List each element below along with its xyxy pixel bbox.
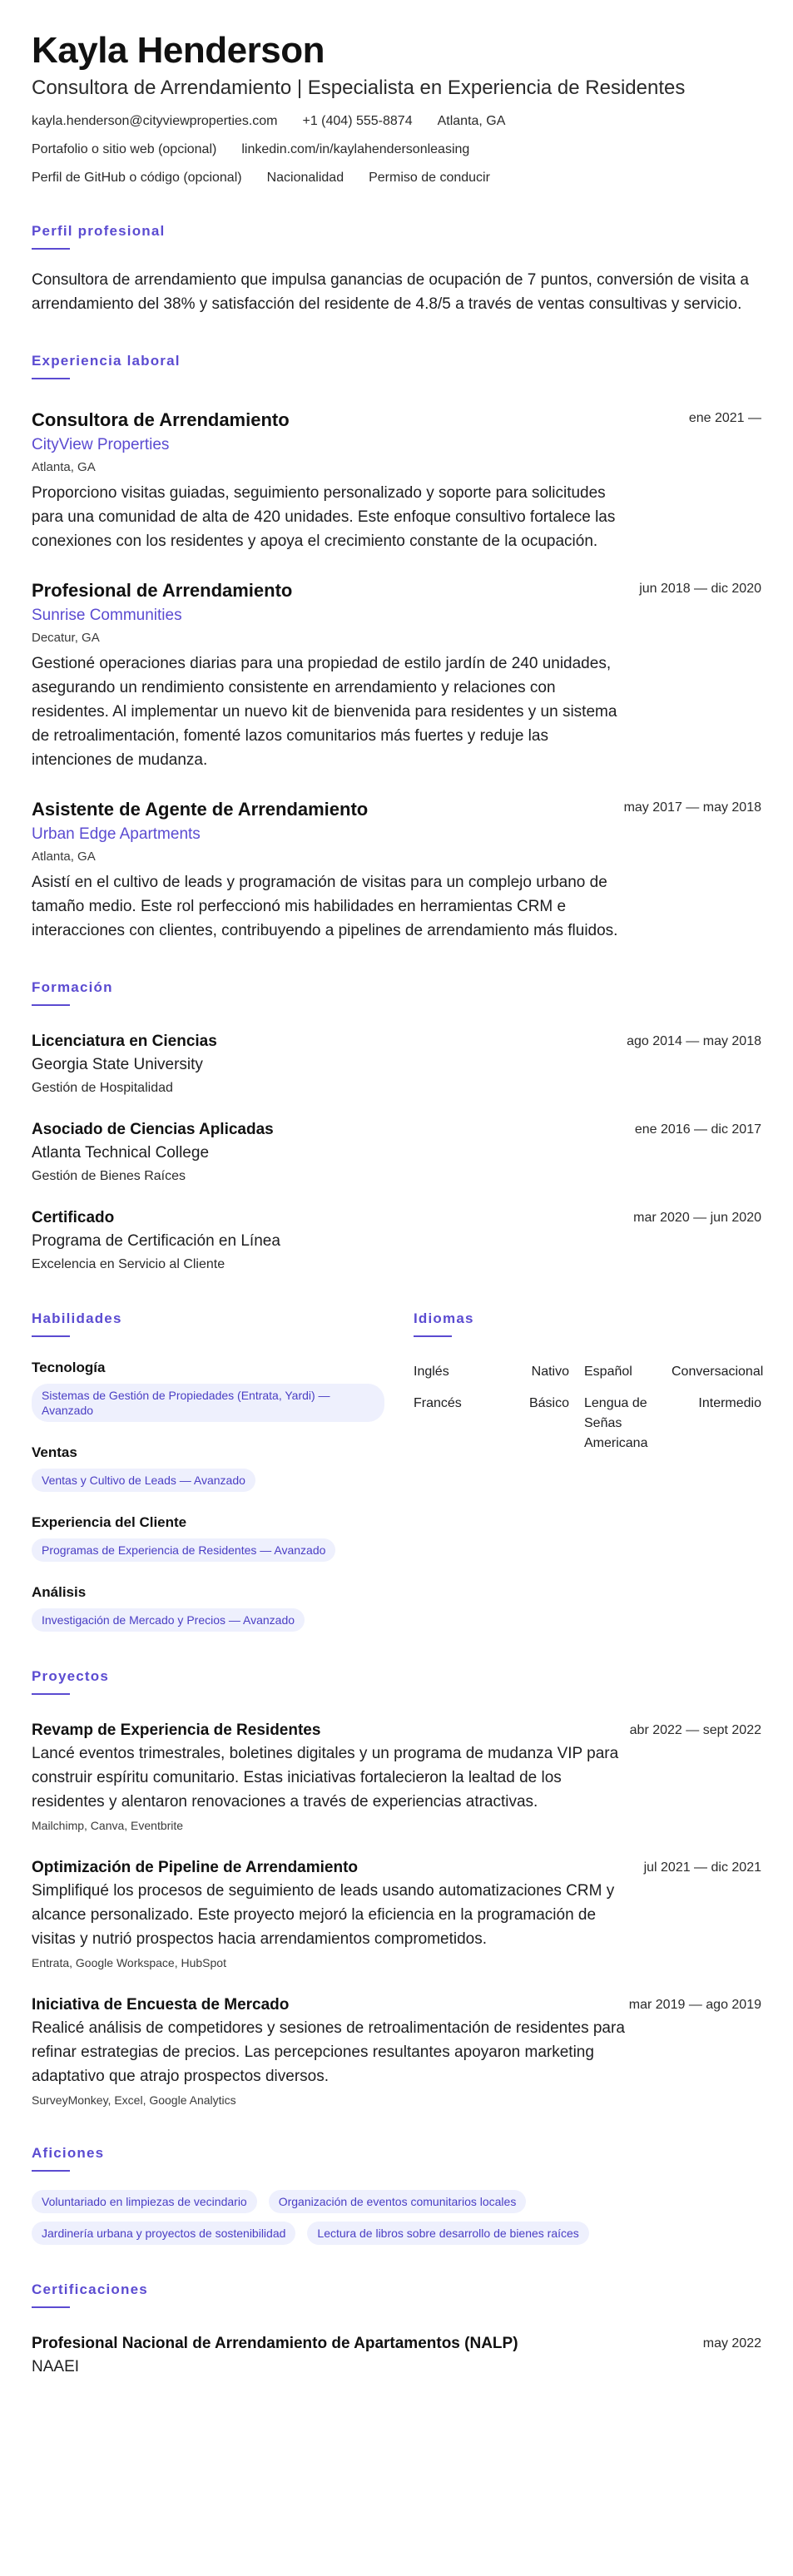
project-description: Lancé eventos trimestrales, boletines digitales y un programa de mudanza VIP para construir espíritu comunitario. Estas iniciativas fortalecieron la lealtad de los residentes y alentaron renovaciones a través de experiencias atractivas. (32, 1745, 619, 1811)
skill-group (32, 1359, 384, 1422)
education-entry (32, 1207, 761, 1274)
skill-category: Ventas (32, 1444, 77, 1460)
section-divider (32, 2306, 70, 2308)
project-title: Optimización de Pipeline de Arrendamiento (32, 1859, 359, 1876)
section-title-skills: Habilidades (32, 1310, 122, 1326)
section-divider (32, 378, 70, 379)
project-title: Revamp de Experiencia de Residentes (32, 1721, 321, 1739)
project-dates: mar 2019 — ago 2019 (628, 1998, 761, 2012)
education-dates: ago 2014 — may 2018 (627, 1034, 761, 1048)
language-name: Español (584, 1365, 632, 1379)
education-dates: ene 2016 — dic 2017 (634, 1122, 761, 1137)
company-name: CityView Properties (32, 436, 170, 453)
languages-section (414, 1310, 764, 1632)
project-title: Iniciativa de Encuesta de Mercado (32, 1996, 290, 2014)
experience-section (32, 353, 761, 943)
section-divider (32, 2170, 70, 2172)
resume-header (32, 28, 761, 186)
language-name: Lengua de Señas Americana (584, 1396, 648, 1450)
project-tools: SurveyMonkey, Excel, Google Analytics (32, 2093, 236, 2107)
job-role: Consultora de Arrendamiento (32, 409, 290, 430)
education-entry (32, 1119, 761, 1186)
skill-category: Análisis (32, 1584, 87, 1600)
section-divider (32, 248, 70, 250)
driving-license: Permiso de conducir (369, 171, 490, 185)
job-location: Atlanta, GA (32, 460, 96, 474)
language-row (414, 1362, 764, 1382)
job-location: Decatur, GA (32, 631, 100, 645)
job-dates: ene 2021 — (688, 411, 761, 425)
education-section (32, 979, 761, 1274)
language-level: Nativo (531, 1365, 569, 1379)
job-dates: may 2017 — may 2018 (623, 800, 761, 815)
github-link[interactable]: Perfil de GitHub o código (opcional) (32, 171, 242, 185)
skill-tag: Programas de Experiencia de Residentes — Avanzado (32, 1538, 335, 1562)
section-title-hobbies: Aficiones (32, 2145, 105, 2161)
hobby-tag: Jardinería urbana y proyectos de sostenibilidad (32, 2222, 295, 2245)
degree: Certificado (32, 1209, 115, 1226)
skill-tag: Ventas y Cultivo de Leads — Avanzado (32, 1469, 255, 1492)
certification-entry (32, 2333, 761, 2378)
job-description: Asistí en el cultivo de leads y programación de visitas para un complejo urbano de tamaño medio. Este rol perfeccionó mis habilidades en herramientas CRM e interacciones con clientes, contribuyendo a pipelines de arrendamiento más fluidos. (32, 874, 618, 939)
project-description: Simplifiqué los procesos de seguimiento de leads usando automatizaciones CRM y alcance personalizado. Este proyecto mejoró la eficiencia en la programación de visitas y nutrió prospectos hacia arrendamientos comprometidos. (32, 1882, 615, 1948)
company-name: Urban Edge Apartments (32, 825, 201, 843)
contact-row-3 (32, 170, 761, 186)
location: Atlanta, GA (437, 114, 506, 128)
job-location: Atlanta, GA (32, 850, 96, 864)
certification-issuer: NAAEI (32, 2358, 80, 2375)
job-dates: jun 2018 — dic 2020 (639, 582, 761, 596)
job-description: Proporciono visitas guiadas, seguimiento personalizado y soporte para solicitudes para una comunidad de alta de 420 unidades. Este enfoque consultivo fortalece las conexiones con los residentes y apoya el crecimiento constante de la ocupación. (32, 484, 616, 550)
section-title-profile: Perfil profesional (32, 223, 166, 239)
job-role: Asistente de Agente de Arrendamiento (32, 799, 369, 820)
hobby-tags (32, 2190, 714, 2245)
section-divider (32, 1693, 70, 1695)
certifications-section (32, 2281, 761, 2378)
language-name: Inglés (414, 1365, 449, 1379)
company-name: Sunrise Communities (32, 607, 182, 624)
field-of-study: Excelencia en Servicio al Cliente (32, 1257, 226, 1271)
nationality: Nacionalidad (266, 171, 344, 185)
experience-entry (32, 797, 761, 943)
skill-tag: Sistemas de Gestión de Propiedades (Entrata, Yardi) — Avanzado (32, 1384, 384, 1422)
project-dates: jul 2021 — dic 2021 (643, 1860, 761, 1875)
contact-row-2 (32, 141, 761, 158)
school: Georgia State University (32, 1056, 203, 1073)
skill-group (32, 1583, 384, 1632)
project-entry (32, 1857, 761, 1971)
section-title-languages: Idiomas (414, 1310, 474, 1326)
language-row (414, 1394, 761, 1454)
field-of-study: Gestión de Bienes Raíces (32, 1169, 186, 1183)
section-divider (414, 1335, 452, 1337)
hobbies-section (32, 2145, 761, 2245)
education-entry (32, 1031, 761, 1097)
profile-summary: Consultora de arrendamiento que impulsa ganancias de ocupación de 7 puntos, conversión de visita a arrendamiento del 38% y satisfacción del residente de 4.8/5 a través de ventas consultivas y servicio. (32, 271, 749, 313)
project-entry (32, 1994, 761, 2108)
language-level: Conversacional (672, 1365, 764, 1379)
education-dates: mar 2020 — jun 2020 (633, 1211, 761, 1225)
section-title-projects: Proyectos (32, 1668, 110, 1684)
skill-category: Experiencia del Cliente (32, 1514, 187, 1530)
degree: Asociado de Ciencias Aplicadas (32, 1121, 274, 1138)
job-description: Gestioné operaciones diarias para una propiedad de estilo jardín de 240 unidades, asegurando un rendimiento consistente en arrendamiento y relaciones con residentes. Al implementar un nuevo kit de bienvenida para residentes y un sistema de retroalimentación, fomenté lazos comunitarios más fuertes y reduje las intenciones de mudanza. (32, 655, 617, 769)
skills-languages-row (32, 1310, 764, 1632)
language-level: Básico (528, 1396, 569, 1410)
experience-entry (32, 578, 761, 772)
degree: Licenciatura en Ciencias (32, 1033, 217, 1050)
certification-date: may 2022 (702, 2336, 761, 2351)
phone[interactable]: +1 (404) 555-8874 (302, 114, 413, 128)
school: Atlanta Technical College (32, 1144, 210, 1162)
section-divider (32, 1004, 70, 1006)
section-title-certifications: Certificaciones (32, 2281, 148, 2297)
skills-section (32, 1310, 384, 1632)
section-title-education: Formación (32, 979, 113, 995)
project-dates: abr 2022 — sept 2022 (629, 1723, 761, 1737)
experience-entry (32, 408, 761, 553)
project-tools: Mailchimp, Canva, Eventbrite (32, 1819, 184, 1832)
skill-group (32, 1444, 384, 1492)
section-title-experience: Experiencia laboral (32, 353, 181, 369)
school: Programa de Certificación en Línea (32, 1232, 280, 1250)
certification-name: Profesional Nacional de Arrendamiento de Apartamentos (NALP) (32, 2335, 518, 2352)
project-entry (32, 1720, 761, 1834)
project-description: Realicé análisis de competidores y sesiones de retroalimentación de residentes para refinar estrategias de precios. Las percepciones resultantes apoyaron marketing adaptativo que atrajo prospectos diversos. (32, 2019, 625, 2085)
section-divider (32, 1335, 70, 1337)
skill-tag: Investigación de Mercado y Precios — Avanzado (32, 1608, 305, 1632)
skill-group (32, 1513, 384, 1562)
hobby-tag: Voluntariado en limpiezas de vecindario (32, 2190, 257, 2213)
language-name: Francés (414, 1396, 462, 1410)
skill-category: Tecnología (32, 1360, 106, 1375)
hobby-tag: Lectura de libros sobre desarrollo de bienes raíces (307, 2222, 588, 2245)
candidate-title: Consultora de Arrendamiento | Especialista en Experiencia de Residentes (32, 77, 686, 99)
email[interactable]: kayla.henderson@cityviewproperties.com (32, 114, 278, 128)
contact-row-1 (32, 113, 761, 130)
job-role: Profesional de Arrendamiento (32, 580, 293, 601)
hobby-tag: Organización de eventos comunitarios locales (269, 2190, 527, 2213)
project-tools: Entrata, Google Workspace, HubSpot (32, 1956, 226, 1969)
linkedin-link[interactable]: linkedin.com/in/kaylahendersonleasing (241, 142, 470, 156)
field-of-study: Gestión de Hospitalidad (32, 1081, 173, 1095)
profile-section (32, 223, 761, 316)
portfolio-link[interactable]: Portafolio o sitio web (opcional) (32, 142, 217, 156)
candidate-name: Kayla Henderson (32, 30, 325, 71)
language-level: Intermedio (698, 1396, 761, 1410)
languages-table (414, 1362, 764, 1454)
projects-section (32, 1668, 761, 2108)
